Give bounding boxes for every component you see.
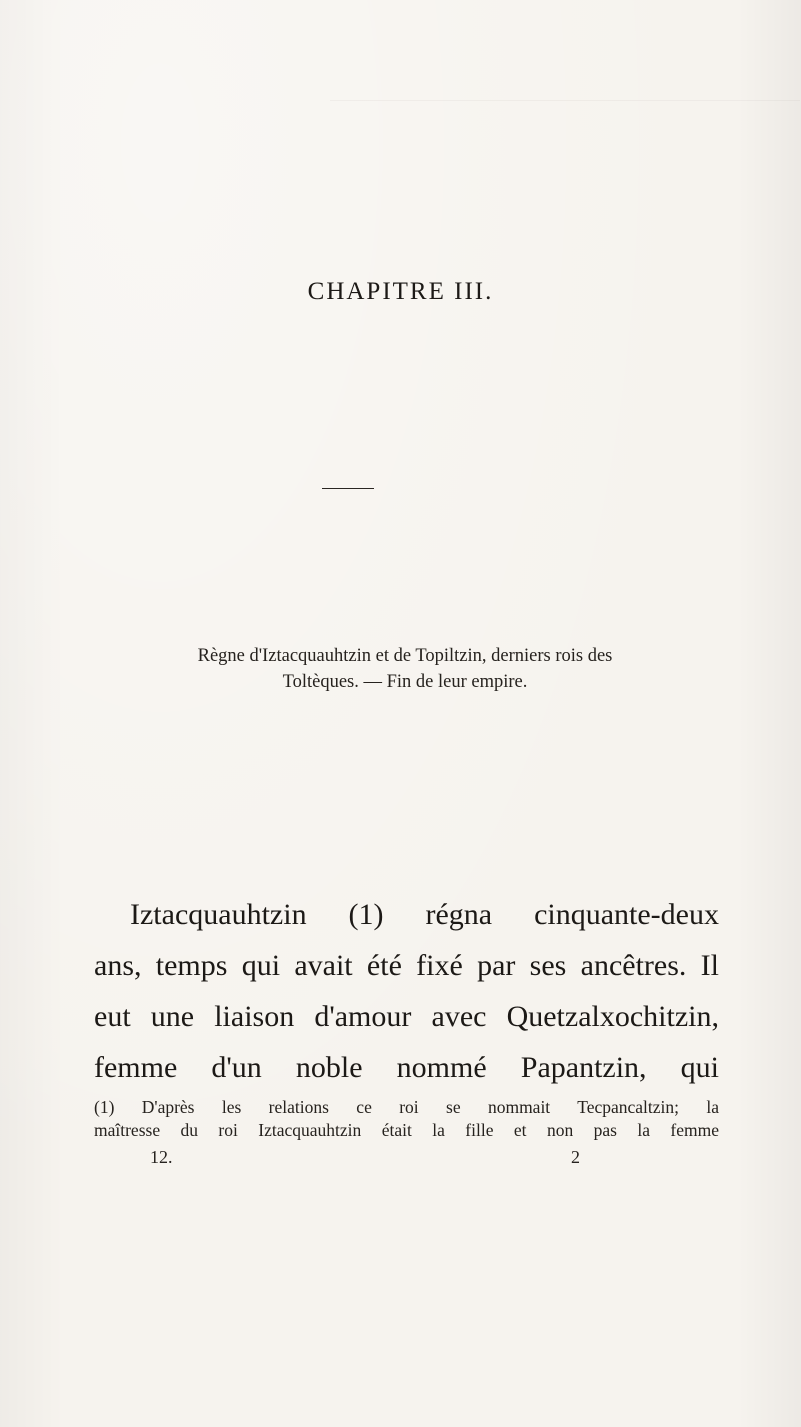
footnote	[94, 1096, 719, 1142]
body-line: femme d'un noble nommé Papantzin, qui	[94, 1051, 719, 1084]
summary-line: Toltèques. — Fin de leur empire.	[282, 672, 528, 692]
body-line: eut une liaison d'amour avec Quetzalxochitzin,	[94, 1000, 719, 1033]
section-divider	[322, 488, 374, 489]
signature-mark-left: 12.	[150, 1147, 173, 1167]
footnote-line: maîtresse du roi Iztacquauhtzin était la fille et non pas la femme	[94, 1120, 719, 1140]
bleed-through-texture	[330, 100, 800, 141]
chapter-summary	[90, 643, 720, 695]
summary-line: Règne d'Iztacquauhtzin et de Topiltzin, derniers rois des	[197, 646, 613, 666]
footnote-line: (1) D'après les relations ce roi se nommait Tecpancaltzin; la	[94, 1097, 719, 1117]
body-paragraph	[94, 889, 719, 1093]
body-line: Iztacquauhtzin (1) régna cinquante-deux	[130, 898, 719, 931]
chapter-title: CHAPITRE III.	[307, 278, 494, 305]
signature-mark-right: 2	[571, 1147, 580, 1167]
body-line: ans, temps qui avait été fixé par ses ancêtres. Il	[94, 949, 719, 982]
